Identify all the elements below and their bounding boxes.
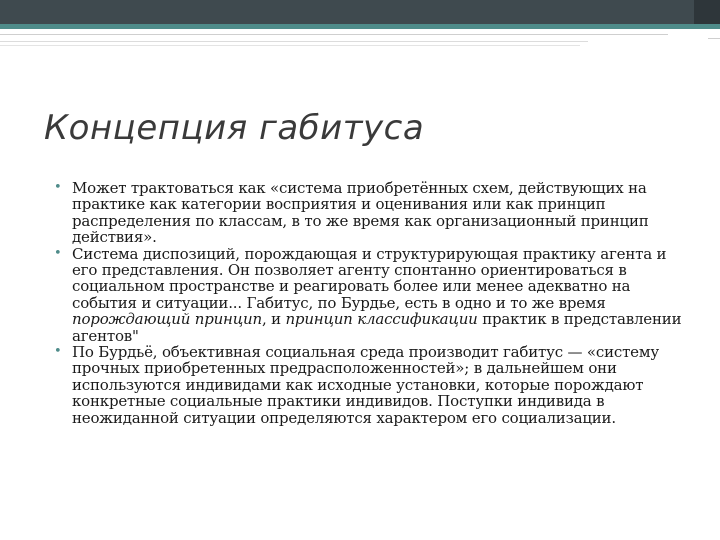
header-bar: [0, 0, 720, 24]
bullet-text: По Бурдьё, объективная социальная среда производит габитус — «систему прочных приобретенных предрасположенностей»; в дальнейшем они используются индивидами как исходные установки, которые порождают конкретные социальные практики индивидов. Поступки индивида в неожиданной ситуации определяются характером его социализации.: [72, 343, 659, 427]
bullet-icon: •: [54, 344, 62, 360]
divider-line: [0, 34, 668, 35]
bullet-icon: •: [54, 245, 62, 261]
bullet-icon: •: [54, 180, 62, 195]
divider-line: [0, 45, 580, 46]
accent-line: [0, 24, 720, 29]
header-bar-edge: [694, 0, 720, 24]
bullet-italic-text: порождающий принцип: [72, 310, 262, 329]
divider-line: [708, 38, 720, 39]
bullet-text: Может трактоваться как «система приобретённых схем, действующих на практике как категории восприятия и оценивания или как принцип распределения по классам, в то же время как организационный принцип действия».: [72, 179, 649, 247]
bullet-item: [50, 246, 690, 344]
bullet-item: [50, 344, 690, 426]
slide-title: Концепция габитуса: [44, 108, 425, 148]
bullet-list: [50, 180, 690, 426]
bullet-item: [50, 180, 690, 246]
divider-line: [0, 41, 588, 42]
bullet-text: практик в представлении агентов": [72, 310, 682, 345]
bullet-italic-text: принцип классификации: [285, 310, 478, 329]
bullet-text: , и: [261, 310, 286, 329]
bullet-text: Система диспозиций, порождающая и структурирующая практику агента и его представления. Он позволяет агенту спонтанно ориентироваться в социальном пространстве и реагировать более или менее адекватно на события и ситуации... Габитус, по Бурдье, есть в одно и то же время: [72, 244, 667, 312]
